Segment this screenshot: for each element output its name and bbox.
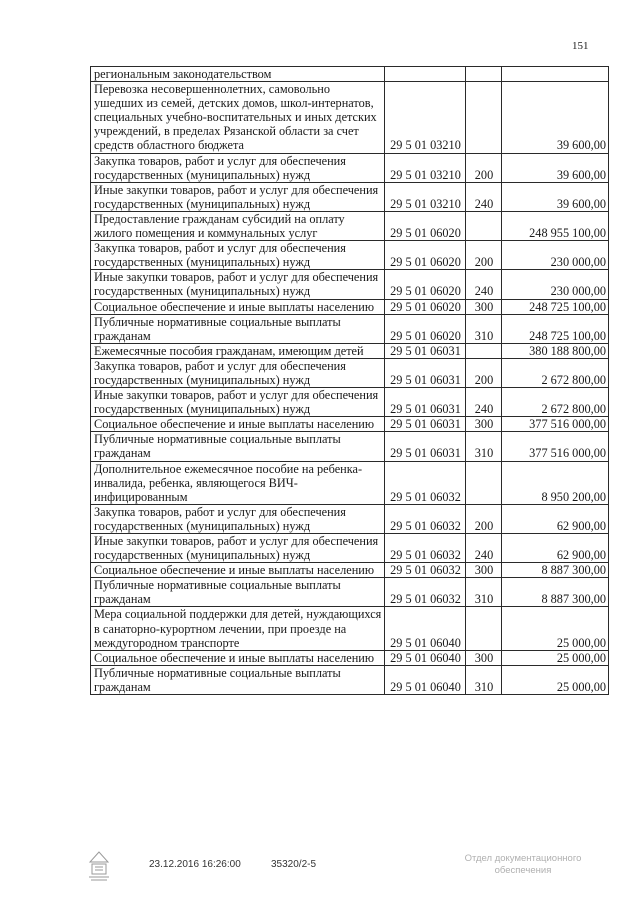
table-row: [91, 67, 609, 82]
amount-cell: 248 725 100,00: [502, 299, 609, 314]
table-row: [91, 270, 609, 299]
target-article-cell: 29 5 01 03210: [385, 182, 466, 211]
expense-name-cell: Дополнительное ежемесячное пособие на ребенка-инвалида, ребенка, являющегося ВИЧ-инфицированным: [91, 461, 385, 504]
expense-type-cell: 240: [466, 182, 502, 211]
target-article-cell: 29 5 01 06040: [385, 650, 466, 665]
target-article-cell: 29 5 01 06031: [385, 417, 466, 432]
expense-name-cell: Публичные нормативные социальные выплаты гражданам: [91, 314, 385, 343]
footer-document-code: 35320/2-5: [271, 859, 317, 870]
expense-type-cell: 240: [466, 388, 502, 417]
amount-cell: 25 000,00: [502, 650, 609, 665]
expense-type-cell: [466, 343, 502, 358]
target-article-cell: 29 5 01 06020: [385, 299, 466, 314]
target-article-cell: 29 5 01 06020: [385, 270, 466, 299]
expense-name-cell: Публичные нормативные социальные выплаты гражданам: [91, 578, 385, 607]
expense-name-cell: Закупка товаров, работ и услуг для обеспечения государственных (муниципальных) нужд: [91, 504, 385, 533]
target-article-cell: 29 5 01 06032: [385, 534, 466, 563]
table-row: [91, 343, 609, 358]
expense-type-cell: 200: [466, 153, 502, 182]
expense-type-cell: 310: [466, 314, 502, 343]
amount-cell: 2 672 800,00: [502, 358, 609, 387]
expense-name-cell: Социальное обеспечение и иные выплаты населению: [91, 563, 385, 578]
expense-name-cell: Социальное обеспечение и иные выплаты населению: [91, 417, 385, 432]
expense-type-cell: [466, 211, 502, 240]
expense-type-cell: [466, 82, 502, 153]
department-stamp: [448, 853, 598, 877]
expense-type-cell: 310: [466, 665, 502, 694]
stamp-line-2: обеспечения: [494, 865, 552, 876]
expense-type-cell: 200: [466, 241, 502, 270]
expense-name-cell: Мера социальной поддержки для детей, нуждающихся в санаторно-курортном лечении, при проезде на междугородном транспорте: [91, 607, 385, 650]
expense-name-cell: Иные закупки товаров, работ и услуг для обеспечения государственных (муниципальных) нужд: [91, 270, 385, 299]
expense-type-cell: 240: [466, 534, 502, 563]
target-article-cell: 29 5 01 06040: [385, 607, 466, 650]
table-row: [91, 358, 609, 387]
footer-datetime: 23.12.2016 16:26:00: [149, 859, 241, 870]
expense-type-cell: 200: [466, 504, 502, 533]
stamp-line-1: Отдел документационного: [464, 853, 582, 864]
expense-name-cell: Социальное обеспечение и иные выплаты населению: [91, 650, 385, 665]
amount-cell: 380 188 800,00: [502, 343, 609, 358]
table-row: [91, 314, 609, 343]
amount-cell: 62 900,00: [502, 504, 609, 533]
expense-name-cell: Закупка товаров, работ и услуг для обеспечения государственных (муниципальных) нужд: [91, 153, 385, 182]
target-article-cell: 29 5 01 06020: [385, 211, 466, 240]
target-article-cell: 29 5 01 03210: [385, 82, 466, 153]
expense-type-cell: 310: [466, 432, 502, 461]
table-row: [91, 211, 609, 240]
amount-cell: 230 000,00: [502, 241, 609, 270]
expense-name-cell: Иные закупки товаров, работ и услуг для обеспечения государственных (муниципальных) нужд: [91, 182, 385, 211]
table-row: [91, 665, 609, 694]
amount-cell: 377 516 000,00: [502, 417, 609, 432]
expense-name-cell: Закупка товаров, работ и услуг для обеспечения государственных (муниципальных) нужд: [91, 241, 385, 270]
target-article-cell: 29 5 01 06031: [385, 388, 466, 417]
expense-name-cell: региональным законодательством: [91, 67, 385, 82]
target-article-cell: 29 5 01 06020: [385, 241, 466, 270]
table-row: [91, 388, 609, 417]
table-row: [91, 578, 609, 607]
amount-cell: 8 887 300,00: [502, 563, 609, 578]
budget-table-body: [91, 67, 609, 695]
expense-type-cell: 300: [466, 299, 502, 314]
table-row: [91, 650, 609, 665]
expense-name-cell: Социальное обеспечение и иные выплаты населению: [91, 299, 385, 314]
table-row: [91, 534, 609, 563]
table-row: [91, 461, 609, 504]
amount-cell: 2 672 800,00: [502, 388, 609, 417]
amount-cell: 248 955 100,00: [502, 211, 609, 240]
table-row: [91, 504, 609, 533]
expense-type-cell: 310: [466, 578, 502, 607]
amount-cell: 8 887 300,00: [502, 578, 609, 607]
amount-cell: 377 516 000,00: [502, 432, 609, 461]
table-row: [91, 607, 609, 650]
expense-type-cell: [466, 67, 502, 82]
expense-type-cell: [466, 461, 502, 504]
budget-table: [90, 66, 609, 695]
target-article-cell: 29 5 01 06032: [385, 461, 466, 504]
emblem-icon: [86, 850, 112, 882]
amount-cell: 39 600,00: [502, 153, 609, 182]
expense-type-cell: [466, 607, 502, 650]
expense-name-cell: Ежемесячные пособия гражданам, имеющим детей: [91, 343, 385, 358]
amount-cell: 230 000,00: [502, 270, 609, 299]
amount-cell: [502, 67, 609, 82]
amount-cell: 8 950 200,00: [502, 461, 609, 504]
target-article-cell: 29 5 01 06031: [385, 432, 466, 461]
amount-cell: 25 000,00: [502, 607, 609, 650]
amount-cell: 248 725 100,00: [502, 314, 609, 343]
target-article-cell: 29 5 01 06020: [385, 314, 466, 343]
target-article-cell: [385, 67, 466, 82]
amount-cell: 39 600,00: [502, 82, 609, 153]
target-article-cell: 29 5 01 06032: [385, 563, 466, 578]
expense-name-cell: Перевозка несовершеннолетних, самовольно ушедших из семей, детских домов, школ-интернатов, специальных учебно-воспитательных и иных детских учреждений, в пределах Рязанской области за счет средств областного бюджета: [91, 82, 385, 153]
expense-name-cell: Предоставление гражданам субсидий на оплату жилого помещения и коммунальных услуг: [91, 211, 385, 240]
expense-name-cell: Закупка товаров, работ и услуг для обеспечения государственных (муниципальных) нужд: [91, 358, 385, 387]
table-row: [91, 432, 609, 461]
table-row: [91, 417, 609, 432]
target-article-cell: 29 5 01 06040: [385, 665, 466, 694]
table-row: [91, 563, 609, 578]
table-row: [91, 153, 609, 182]
expense-name-cell: Публичные нормативные социальные выплаты гражданам: [91, 665, 385, 694]
amount-cell: 39 600,00: [502, 182, 609, 211]
expense-type-cell: 240: [466, 270, 502, 299]
table-row: [91, 82, 609, 153]
target-article-cell: 29 5 01 06031: [385, 343, 466, 358]
expense-name-cell: Иные закупки товаров, работ и услуг для обеспечения государственных (муниципальных) нужд: [91, 388, 385, 417]
expense-type-cell: 300: [466, 650, 502, 665]
expense-name-cell: Иные закупки товаров, работ и услуг для обеспечения государственных (муниципальных) нужд: [91, 534, 385, 563]
expense-type-cell: 300: [466, 417, 502, 432]
target-article-cell: 29 5 01 06032: [385, 578, 466, 607]
table-row: [91, 182, 609, 211]
amount-cell: 62 900,00: [502, 534, 609, 563]
expense-type-cell: 300: [466, 563, 502, 578]
target-article-cell: 29 5 01 03210: [385, 153, 466, 182]
target-article-cell: 29 5 01 06031: [385, 358, 466, 387]
table-row: [91, 241, 609, 270]
target-article-cell: 29 5 01 06032: [385, 504, 466, 533]
expense-name-cell: Публичные нормативные социальные выплаты гражданам: [91, 432, 385, 461]
amount-cell: 25 000,00: [502, 665, 609, 694]
page-number: 151: [572, 40, 589, 52]
table-row: [91, 299, 609, 314]
expense-type-cell: 200: [466, 358, 502, 387]
